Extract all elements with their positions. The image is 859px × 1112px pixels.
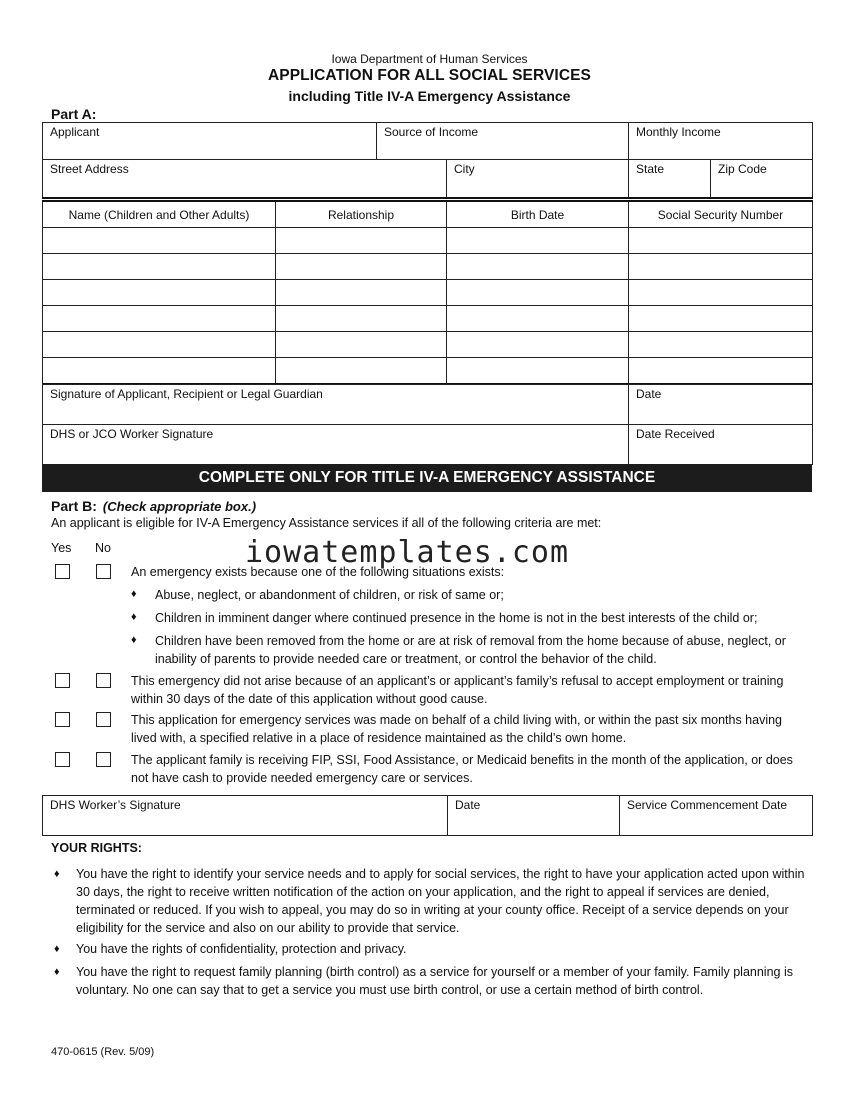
table-row [43, 332, 813, 358]
table-row [43, 306, 813, 332]
city-field[interactable] [447, 160, 629, 198]
column-header-relationship: Relationship [276, 201, 447, 228]
right-3-text: You have the right to request family planning (birth control) as a service for yourself or a member of your family. Family planning is voluntary. No one can say that to get a service you must use birth control, or use a certain method of birth control. [76, 965, 793, 997]
criterion-2-text: This emergency did not arise because of an applicant’s or applicant’s family’s refusal to accept employment or training within 30 days of the date of this application without good cause. [131, 674, 784, 706]
column-header-ssn: Social Security Number [629, 201, 813, 228]
worker-signature-field[interactable] [43, 425, 629, 465]
name-cell[interactable] [43, 306, 276, 332]
street-address-field[interactable] [43, 160, 447, 198]
relationship-cell[interactable] [276, 228, 447, 254]
bullet-icon: ♦ [131, 611, 137, 623]
name-cell[interactable] [43, 332, 276, 358]
criterion-1-no-checkbox[interactable] [96, 564, 111, 579]
ssn-cell[interactable] [629, 332, 813, 358]
source-of-income-field[interactable] [377, 123, 629, 160]
criterion-4-no-checkbox[interactable] [96, 752, 111, 767]
signature-date-label: Date [636, 387, 662, 401]
ssn-cell[interactable] [629, 280, 813, 306]
birth-date-cell[interactable] [447, 358, 629, 385]
agency-name: Iowa Department of Human Services [331, 52, 528, 66]
situation-3-text: Children have been removed from the home or are at risk of removal from the home because of abuse, neglect, or inability of parents to provide needed care or treatment, or control the behavior of the child. [155, 634, 786, 666]
column-header-birth-date: Birth Date [447, 201, 629, 228]
state-label: State [636, 162, 665, 176]
date-received-label: Date Received [636, 427, 715, 441]
criterion-3-yes-checkbox[interactable] [55, 712, 70, 727]
table-row [43, 228, 813, 254]
relationship-cell[interactable] [276, 254, 447, 280]
part-b-intro: An applicant is eligible for IV-A Emergency Assistance services if all of the following criteria are met: [51, 516, 602, 530]
ssn-cell[interactable] [629, 254, 813, 280]
date-received-field[interactable] [629, 425, 813, 465]
birth-date-cell[interactable] [447, 280, 629, 306]
criterion-4-yes-checkbox[interactable] [55, 752, 70, 767]
signature-table [42, 384, 813, 465]
household-table [42, 200, 813, 385]
ssn-cell[interactable] [629, 358, 813, 385]
table-row [43, 280, 813, 306]
column-header-name: Name (Children and Other Adults) [43, 201, 276, 228]
part-b-label [51, 498, 256, 514]
criterion-1-text: An emergency exists because one of the following situations exists: [131, 565, 505, 579]
form-subtitle: including Title IV-A Emergency Assistance [288, 88, 571, 104]
birth-date-cell[interactable] [447, 254, 629, 280]
service-commencement-date-field[interactable] [620, 796, 813, 836]
worker-signature-label: DHS or JCO Worker Signature [50, 427, 214, 441]
applicant-signature-field[interactable] [43, 385, 629, 425]
applicant-field[interactable] [43, 123, 377, 160]
bullet-icon: ♦ [54, 966, 60, 978]
service-commencement-date-label: Service Commencement Date [627, 798, 788, 812]
name-cell[interactable] [43, 280, 276, 306]
dhs-worker-signature-field[interactable] [43, 796, 448, 836]
birth-date-cell[interactable] [447, 332, 629, 358]
rights-heading: YOUR RIGHTS: [51, 841, 142, 855]
watermark: iowatemplates.com [245, 535, 570, 570]
name-cell[interactable] [43, 228, 276, 254]
criterion-2-no-checkbox[interactable] [96, 673, 111, 688]
bullet-icon: ♦ [131, 634, 137, 646]
applicant-info-table [42, 122, 813, 199]
criterion-4-text: The applicant family is receiving FIP, SSI, Food Assistance, or Medicaid benefits in the month of the application, or does not have cash to provide needed emergency care or services. [131, 753, 793, 785]
situation-2-text: Children in imminent danger where continued presence in the home is not in the best interests of the child or; [155, 611, 758, 625]
street-address-label: Street Address [50, 162, 129, 176]
situation-1-text: Abuse, neglect, or abandonment of children, or risk of same or; [155, 588, 504, 602]
part-b-instruction: (Check appropriate box.) [102, 499, 257, 514]
birth-date-cell[interactable] [447, 228, 629, 254]
signature-date-field[interactable] [629, 385, 813, 425]
applicant-label: Applicant [50, 125, 100, 139]
bullet-icon: ♦ [54, 943, 60, 955]
monthly-income-field[interactable] [629, 123, 813, 160]
name-cell[interactable] [43, 254, 276, 280]
form-title: APPLICATION FOR ALL SOCIAL SERVICES [267, 67, 591, 84]
zip-code-label: Zip Code [718, 162, 767, 176]
relationship-cell[interactable] [276, 306, 447, 332]
relationship-cell[interactable] [276, 358, 447, 385]
emergency-assistance-banner: COMPLETE ONLY FOR TITLE IV-A EMERGENCY ASSISTANCE [42, 464, 812, 492]
right-2-text: You have the rights of confidentiality, protection and privacy. [76, 942, 407, 956]
city-label: City [454, 162, 475, 176]
right-1-text: You have the right to identify your service needs and to apply for social services, the right to have your application acted upon within 30 days, the right to receive written notification of the action on your application, and the right to appeal if services are denied, terminated or reduced. If you wish to appeal, you may do so in writing at your county office. Receipt of a service depends on your eligibility for the service and also on our ability to provide that service. [76, 867, 805, 935]
dhs-date-field[interactable] [448, 796, 620, 836]
part-b-title: Part B: [51, 498, 97, 514]
monthly-income-label: Monthly Income [636, 125, 721, 139]
criterion-3-no-checkbox[interactable] [96, 712, 111, 727]
table-row [43, 358, 813, 385]
relationship-cell[interactable] [276, 280, 447, 306]
dhs-date-label: Date [455, 798, 481, 812]
name-cell[interactable] [43, 358, 276, 385]
yes-column-label: Yes [51, 541, 72, 555]
criterion-2-yes-checkbox[interactable] [55, 673, 70, 688]
dhs-worker-signature-label: DHS Worker’s Signature [50, 798, 181, 812]
criterion-3-text: This application for emergency services was made on behalf of a child living with, or within the past six months having lived with, a specified relative in a place of residence maintained as the child’s own home. [131, 713, 783, 745]
bullet-icon: ♦ [54, 868, 60, 880]
criterion-1-yes-checkbox[interactable] [55, 564, 70, 579]
birth-date-cell[interactable] [447, 306, 629, 332]
zip-code-field[interactable] [711, 160, 813, 198]
applicant-signature-label: Signature of Applicant, Recipient or Legal Guardian [50, 387, 323, 401]
relationship-cell[interactable] [276, 332, 447, 358]
bullet-icon: ♦ [131, 588, 137, 600]
source-of-income-label: Source of Income [384, 125, 479, 139]
ssn-cell[interactable] [629, 306, 813, 332]
dhs-signature-table [42, 795, 813, 836]
state-field[interactable] [629, 160, 711, 198]
form-number: 470-0615 (Rev. 5/09) [51, 1046, 155, 1058]
table-row [43, 254, 813, 280]
no-column-label: No [95, 541, 111, 555]
part-a-label: Part A: [51, 106, 97, 122]
ssn-cell[interactable] [629, 228, 813, 254]
